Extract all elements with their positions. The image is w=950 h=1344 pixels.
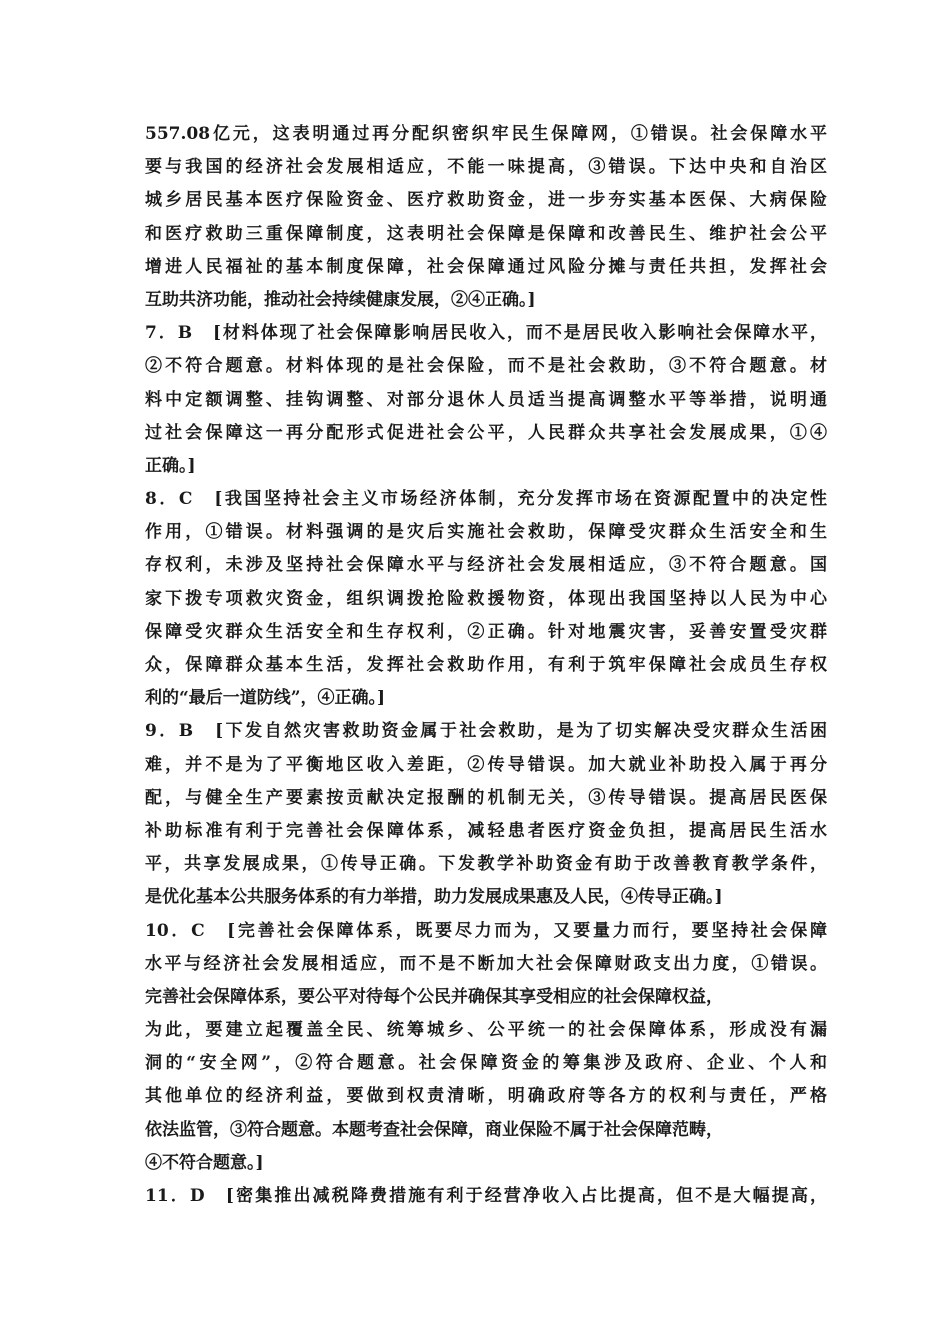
text-line: 保障受灾群众生活安全和生存权利，②正确。针对地震灾害，妥善安置受灾群 (145, 621, 827, 642)
text-line: 配，与健全生产要素按贡献决定报酬的机制无关，③传导错误。提高居民医保 (145, 787, 827, 808)
text-line: 和医疗救助三重保障制度，这表明社会保障是保障和改善民生、维护社会公平 (145, 223, 827, 244)
text-line: 城乡居民基本医疗保险资金、医疗救助资金，进一步夯实基本医保、大病保险 (145, 190, 827, 211)
text-line: 洞的“安全网”，②符合题意。社会保障资金的筹集涉及政府、企业、个人和 (145, 1053, 827, 1074)
text-line: 依法监管，③符合题意。本题考查社会保障，商业保险不属于社会保障范畴， (145, 1119, 723, 1140)
text-line: 水平与经济社会发展相适应，而不是不断加大社会保障财政支出力度，①错误。 (145, 953, 827, 974)
text-line: 为此，要建立起覆盖全民、统筹城乡、公平统一的社会保障体系，形成没有漏 (145, 1020, 827, 1041)
text-line: 利的“最后一道防线”，④正确。] (145, 688, 386, 709)
text-line: 557.08亿元，这表明通过再分配织密织牢民生保障网，①错误。社会保障水平 (145, 124, 827, 144)
text-line: 过社会保障这一再分配形式促进社会公平，人民群众共享社会发展成果，①④ (145, 422, 827, 443)
text-line: 完善社会保障体系，要公平对待每个公民并确保其享受相应的社会保障权益， (145, 986, 723, 1007)
text-line: 补助标准有利于完善社会保障体系，减轻患者医疗资金负担，提高居民生活水 (145, 820, 827, 841)
answer-7-line: 7．B [材料体现了社会保障影响居民收入，而不是居民收入影响社会保障水平， (145, 323, 827, 344)
text-line: 是优化基本公共服务体系的有力举措，助力发展成果惠及人民，④传导正确。] (145, 887, 723, 908)
text-line: 平，共享发展成果，①传导正确。下发教学补助资金有助于改善教育教学条件， (145, 854, 827, 875)
document-body (145, 118, 827, 1213)
answer-10-line: 10．C [完善社会保障体系，既要尽力而为，又要量力而行，要坚持社会保障 (145, 920, 827, 941)
text-line: 作用，①错误。材料强调的是灾后实施社会救助，保障受灾群众生活安全和生 (145, 522, 827, 543)
text-line: 难，并不是为了平衡地区收入差距，②传导错误。加大就业补助投入属于再分 (145, 754, 827, 775)
answer-11-line: 11．D [密集推出减税降费措施有利于经营净收入占比提高，但不是大幅提高， (145, 1186, 827, 1206)
text-line: 存权利，未涉及坚持社会保障水平与经济社会发展相适应，③不符合题意。国 (145, 555, 827, 576)
text-line: 众，保障群众基本生活，发挥社会救助作用，有利于筑牢保障社会成员生存权 (145, 655, 827, 675)
text-line: 其他单位的经济利益，要做到权责清晰，明确政府等各方的权利与责任，严格 (145, 1086, 827, 1107)
text-line: 正确。] (145, 455, 196, 476)
answer-8-line: 8．C [我国坚持社会主义市场经济体制，充分发挥市场在资源配置中的决定性 (145, 489, 827, 510)
answer-9-line: 9．B [下发自然灾害救助资金属于社会救助，是为了切实解决受灾群众生活困 (145, 721, 827, 742)
text-line: 要与我国的经济社会发展相适应，不能一味提高，③错误。下达中央和自治区 (145, 157, 827, 178)
text-line: 互助共济功能，推动社会持续健康发展，②④正确。] (145, 289, 536, 310)
text-line: 家下拨专项救灾资金，组织调拨抢险救援物资，体现出我国坚持以人民为中心 (145, 588, 827, 609)
text-line: ②不符合题意。材料体现的是社会保险，而不是社会救助，③不符合题意。材 (145, 356, 827, 377)
text-line: ④不符合题意。] (145, 1152, 264, 1173)
text-line: 增进人民福祉的基本制度保障，社会保障通过风险分摊与责任共担，发挥社会 (145, 256, 827, 277)
text-line: 料中定额调整、挂钩调整、对部分退休人员适当提高调整水平等举措，说明通 (145, 389, 827, 410)
